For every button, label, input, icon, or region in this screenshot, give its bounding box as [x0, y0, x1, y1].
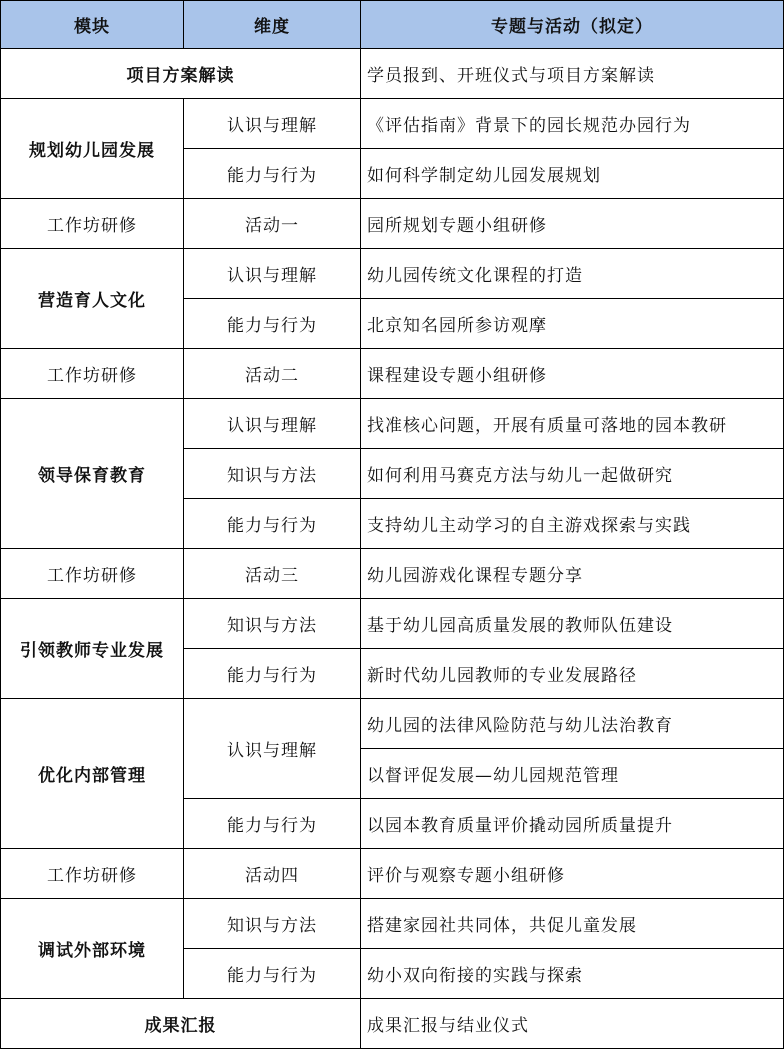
dimension-cell: 知识与方法 — [184, 449, 361, 499]
table-row — [1, 49, 784, 99]
topic-cell: 学员报到、开班仪式与项目方案解读 — [361, 49, 784, 99]
table-row — [1, 899, 784, 949]
header-row — [1, 1, 784, 49]
table-row — [1, 99, 784, 149]
dimension-cell: 知识与方法 — [184, 899, 361, 949]
dimension-cell: 能力与行为 — [184, 949, 361, 999]
table-row — [1, 549, 784, 599]
topic-cell: 基于幼儿园高质量发展的教师队伍建设 — [361, 599, 784, 649]
table-row — [1, 699, 784, 749]
module-cell: 工作坊研修 — [1, 849, 184, 899]
topic-cell: 幼儿园游戏化课程专题分享 — [361, 549, 784, 599]
topic-cell: 以督评促发展—幼儿园规范管理 — [361, 749, 784, 799]
table-row — [1, 349, 784, 399]
module-cell: 项目方案解读 — [1, 49, 361, 99]
table-row — [1, 199, 784, 249]
dimension-cell: 能力与行为 — [184, 499, 361, 549]
table-row — [1, 399, 784, 449]
topic-cell: 以园本教育质量评价撬动园所质量提升 — [361, 799, 784, 849]
module-cell: 营造育人文化 — [1, 249, 184, 349]
topic-cell: 搭建家园社共同体，共促儿童发展 — [361, 899, 784, 949]
topic-cell: 《评估指南》背景下的园长规范办园行为 — [361, 99, 784, 149]
dimension-cell: 能力与行为 — [184, 649, 361, 699]
topic-cell: 如何科学制定幼儿园发展规划 — [361, 149, 784, 199]
dimension-cell: 活动一 — [184, 199, 361, 249]
table-row — [1, 249, 784, 299]
header-module: 模块 — [1, 1, 184, 49]
dimension-cell: 认识与理解 — [184, 699, 361, 799]
dimension-cell: 能力与行为 — [184, 149, 361, 199]
topic-cell: 成果汇报与结业仪式 — [361, 999, 784, 1049]
table-row — [1, 999, 784, 1049]
module-cell: 调试外部环境 — [1, 899, 184, 999]
dimension-cell: 认识与理解 — [184, 249, 361, 299]
dimension-cell: 活动二 — [184, 349, 361, 399]
module-cell: 领导保育教育 — [1, 399, 184, 549]
module-cell: 工作坊研修 — [1, 199, 184, 249]
module-cell: 工作坊研修 — [1, 349, 184, 399]
topic-cell: 课程建设专题小组研修 — [361, 349, 784, 399]
topic-cell: 北京知名园所参访观摩 — [361, 299, 784, 349]
dimension-cell: 能力与行为 — [184, 799, 361, 849]
topic-cell: 支持幼儿主动学习的自主游戏探索与实践 — [361, 499, 784, 549]
topic-cell: 新时代幼儿园教师的专业发展路径 — [361, 649, 784, 699]
dimension-cell: 活动四 — [184, 849, 361, 899]
module-cell: 工作坊研修 — [1, 549, 184, 599]
header-dimension: 维度 — [184, 1, 361, 49]
module-cell: 引领教师专业发展 — [1, 599, 184, 699]
topic-cell: 评价与观察专题小组研修 — [361, 849, 784, 899]
dimension-cell: 认识与理解 — [184, 399, 361, 449]
dimension-cell: 能力与行为 — [184, 299, 361, 349]
topic-cell: 如何利用马赛克方法与幼儿一起做研究 — [361, 449, 784, 499]
topic-cell: 幼儿园的法律风险防范与幼儿法治教育 — [361, 699, 784, 749]
module-cell: 优化内部管理 — [1, 699, 184, 849]
topic-cell: 幼儿园传统文化课程的打造 — [361, 249, 784, 299]
module-cell: 成果汇报 — [1, 999, 361, 1049]
topic-cell: 幼小双向衔接的实践与探索 — [361, 949, 784, 999]
dimension-cell: 知识与方法 — [184, 599, 361, 649]
topic-cell: 找准核心问题，开展有质量可落地的园本教研 — [361, 399, 784, 449]
table-row — [1, 849, 784, 899]
dimension-cell: 活动三 — [184, 549, 361, 599]
table-row — [1, 599, 784, 649]
module-cell: 规划幼儿园发展 — [1, 99, 184, 199]
header-topic: 专题与活动（拟定） — [361, 1, 784, 49]
topic-cell: 园所规划专题小组研修 — [361, 199, 784, 249]
dimension-cell: 认识与理解 — [184, 99, 361, 149]
